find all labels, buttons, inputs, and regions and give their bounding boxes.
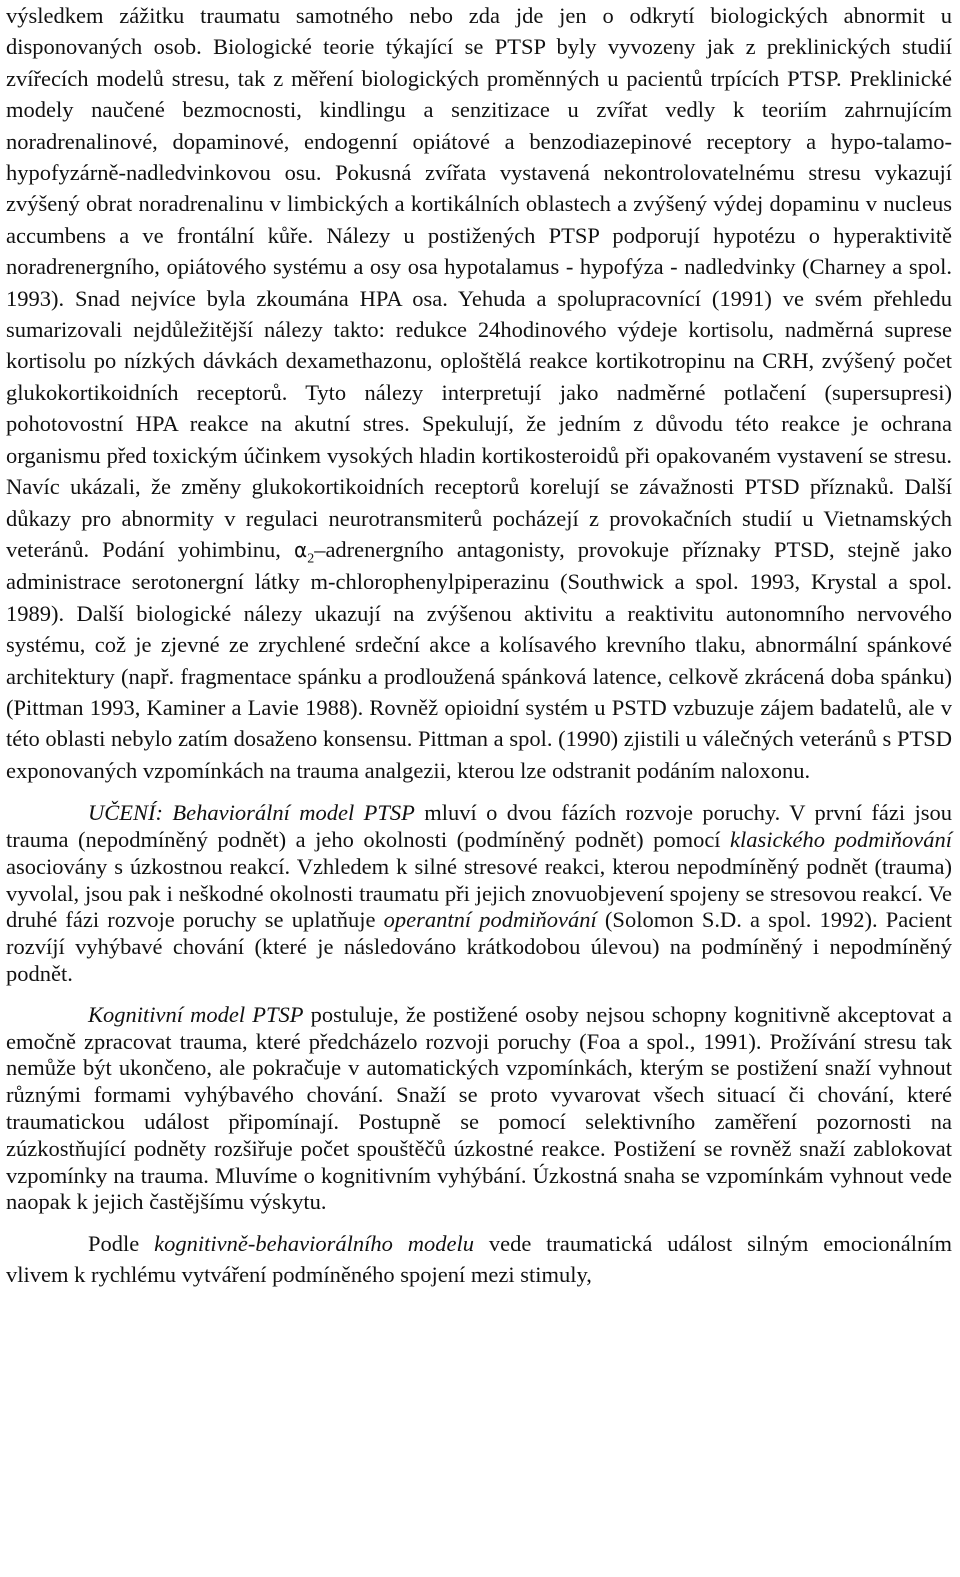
paragraph-behavioral-model [6,800,952,988]
italic-term: klasického podmiňování [730,826,952,852]
paragraph-text: vede traumatická událost silným emocionálním vlivem k rychlému vytváření podmíněného spojení mezi stimuly, [6,1231,952,1288]
paragraph-text: (Solomon S.D. a spol. 1992). Pacient rozvíjí vyhýbavé chování (které je následováno krátkodobou úlevou) na podmíněný i nepodmíněný podnět. [6,907,952,986]
alpha-subscript: 2 [307,551,315,567]
paragraph-text: –adrenergního antagonisty, provokuje příznaky PTSD, stejně jako administrace serotonergní látky m-chlorophenylpiperazinu (Southwick a spol. 1993, Krystal a spol. 1989). Další biologické nálezy ukazují na zvýšenou aktivitu a reaktivitu autonomního nervového systému, což je zjevné ze zrychlené srdeční akce a kolísavého krevního tlaku, abnormální spánkové architektury (např. fragmentace spánku a prodloužená spánková latence, celkově zkrácená doba spánku) (Pittman 1993, Kaminer a Lavie 1988). Rovněž opioidní systém u PSTD vzbuzuje zájem badatelů, ale v této oblasti nebylo zatím dosaženo konsensu. Pittman a spol. (1990) zjistili u válečných veteránů s PTSD exponovaných vzpomínkách na trauma analgezii, kterou lze odstranit podáním naloxonu. [6,536,952,783]
paragraph-heading: Kognitivní model PTSP [88,1001,304,1027]
paragraph-cognitive-model [6,1002,952,1216]
paragraph-heading: UČENÍ: Behaviorální model PTSP [88,800,415,826]
paragraph-cognitive-behavioral-model [6,1228,952,1290]
paragraph-text: výsledkem zážitku traumatu samotného nebo zda jde jen o odkrytí biologických abnormit u disponovaných osob. Biologické teorie týkající se PTSP byly vyvozeny jak z preklinických studií zvířecích modelů stresu, tak z měření biologických proměnných u pacientů trpících PTSP. Preklinické modely naučené bezmocnosti, kindlingu a senzitizace u zvířat vedly k teoriím zahrnujícím noradrenalinové, dopaminové, endogenní opiátové a benzodiazepinové receptory a hypo-talamo-hypofyzárně-nadledvinkovou osu. Pokusná zvířata vystavená nekontrolovatelnému stresu vykazují zvýšený obrat noradrenalinu v limbických a kortikálních oblastech a zvýšený výdej dopaminu v nucleus accumbens a ve frontální kůře. Nálezy u postižených PTSP podporují hypotézu o hyperaktivitě noradrenergního, opiátového systému a osy osa hypotalamus - hypofýza - nadledvinky (Charney a spol. 1993). Snad nejvíce byla zkoumána HPA osa. Yehuda a spolupracovnící (1991) ve svém přehledu sumarizovali nejdůležitější nálezy takto: redukce 24hodinového výdeje kortisolu, nadměrná suprese kortisolu po nízkých dávkách dexamethazonu, oploštělá reakce kortikotropinu na CRH, zvýšený počet glukokortikoidních receptorů. Tyto nálezy interpretují jako nadměrné potlačení (supersupresi) pohotovostní HPA reakce na akutní stres. Spekulují, že jedním z důvodu této reakce je ochrana organismu před toxickým účinkem vysokých hladin kortikosteroidů při opakovaném vystavení se stresu. Navíc ukázali, že změny glukokortikoidních receptorů korelují se závažnosti PTSD příznaků. Další důkazy pro abnormity v regulaci neurotransmiterů pocházejí z provokačních studií u Vietnamských veteránů. Podání yohimbinu, [6,3,952,562]
italic-term: operantní podmiňování [383,907,597,933]
italic-term: kognitivně-behaviorálního modelu [154,1231,474,1257]
paragraph-text: asociovány s úzkostnou reakcí. Vzhledem k silné stresové reakci, kterou nepodmíněný podnět (trauma) vyvolal, jsou pak i neškodné okolnosti traumatu při jejich znovuobjevení spojeny se stresovou reakcí. Ve druhé fázi rozvoje poruchy se uplatňuje [6,853,952,933]
paragraph-biological-theories [6,0,952,786]
paragraph-text: postuluje, že postižené osoby nejsou schopny kognitivně akceptovat a emočně zpracovat trauma, které předcházelo rozvoji poruchy (Foa a spol., 1991). Prožívání stresu tak nemůže být ukončeno, ale pokračuje v automatických vzpomínkách, kterým se postižení snaží vyhnout různými formami vyhýbavého chování. Snaží se proto vyvarovat všech situací či chování, které traumatickou událost připomínají. Postupně se pomocí selektivního zaměření pozornosti na zúzkostňující podněty rozšiřuje počet spouštěčů úzkostné reakce. Postižení se rovněž snaží zablokovat vzpomínky na trauma. Mluvíme o kognitivním vyhýbání. Úzkostná snaha se vzpomínkám vyhnout vede naopak k jejich častějšímu výskytu. [6,1001,952,1215]
paragraph-text: mluví o dvou fázích rozvoje poruchy. V první fázi jsou trauma (nepodmíněný podnět) a jeho okolnosti (podmíněný podnět) pomocí [6,800,952,852]
alpha-symbol: α [294,537,308,562]
paragraph-text: Podle [88,1231,155,1257]
